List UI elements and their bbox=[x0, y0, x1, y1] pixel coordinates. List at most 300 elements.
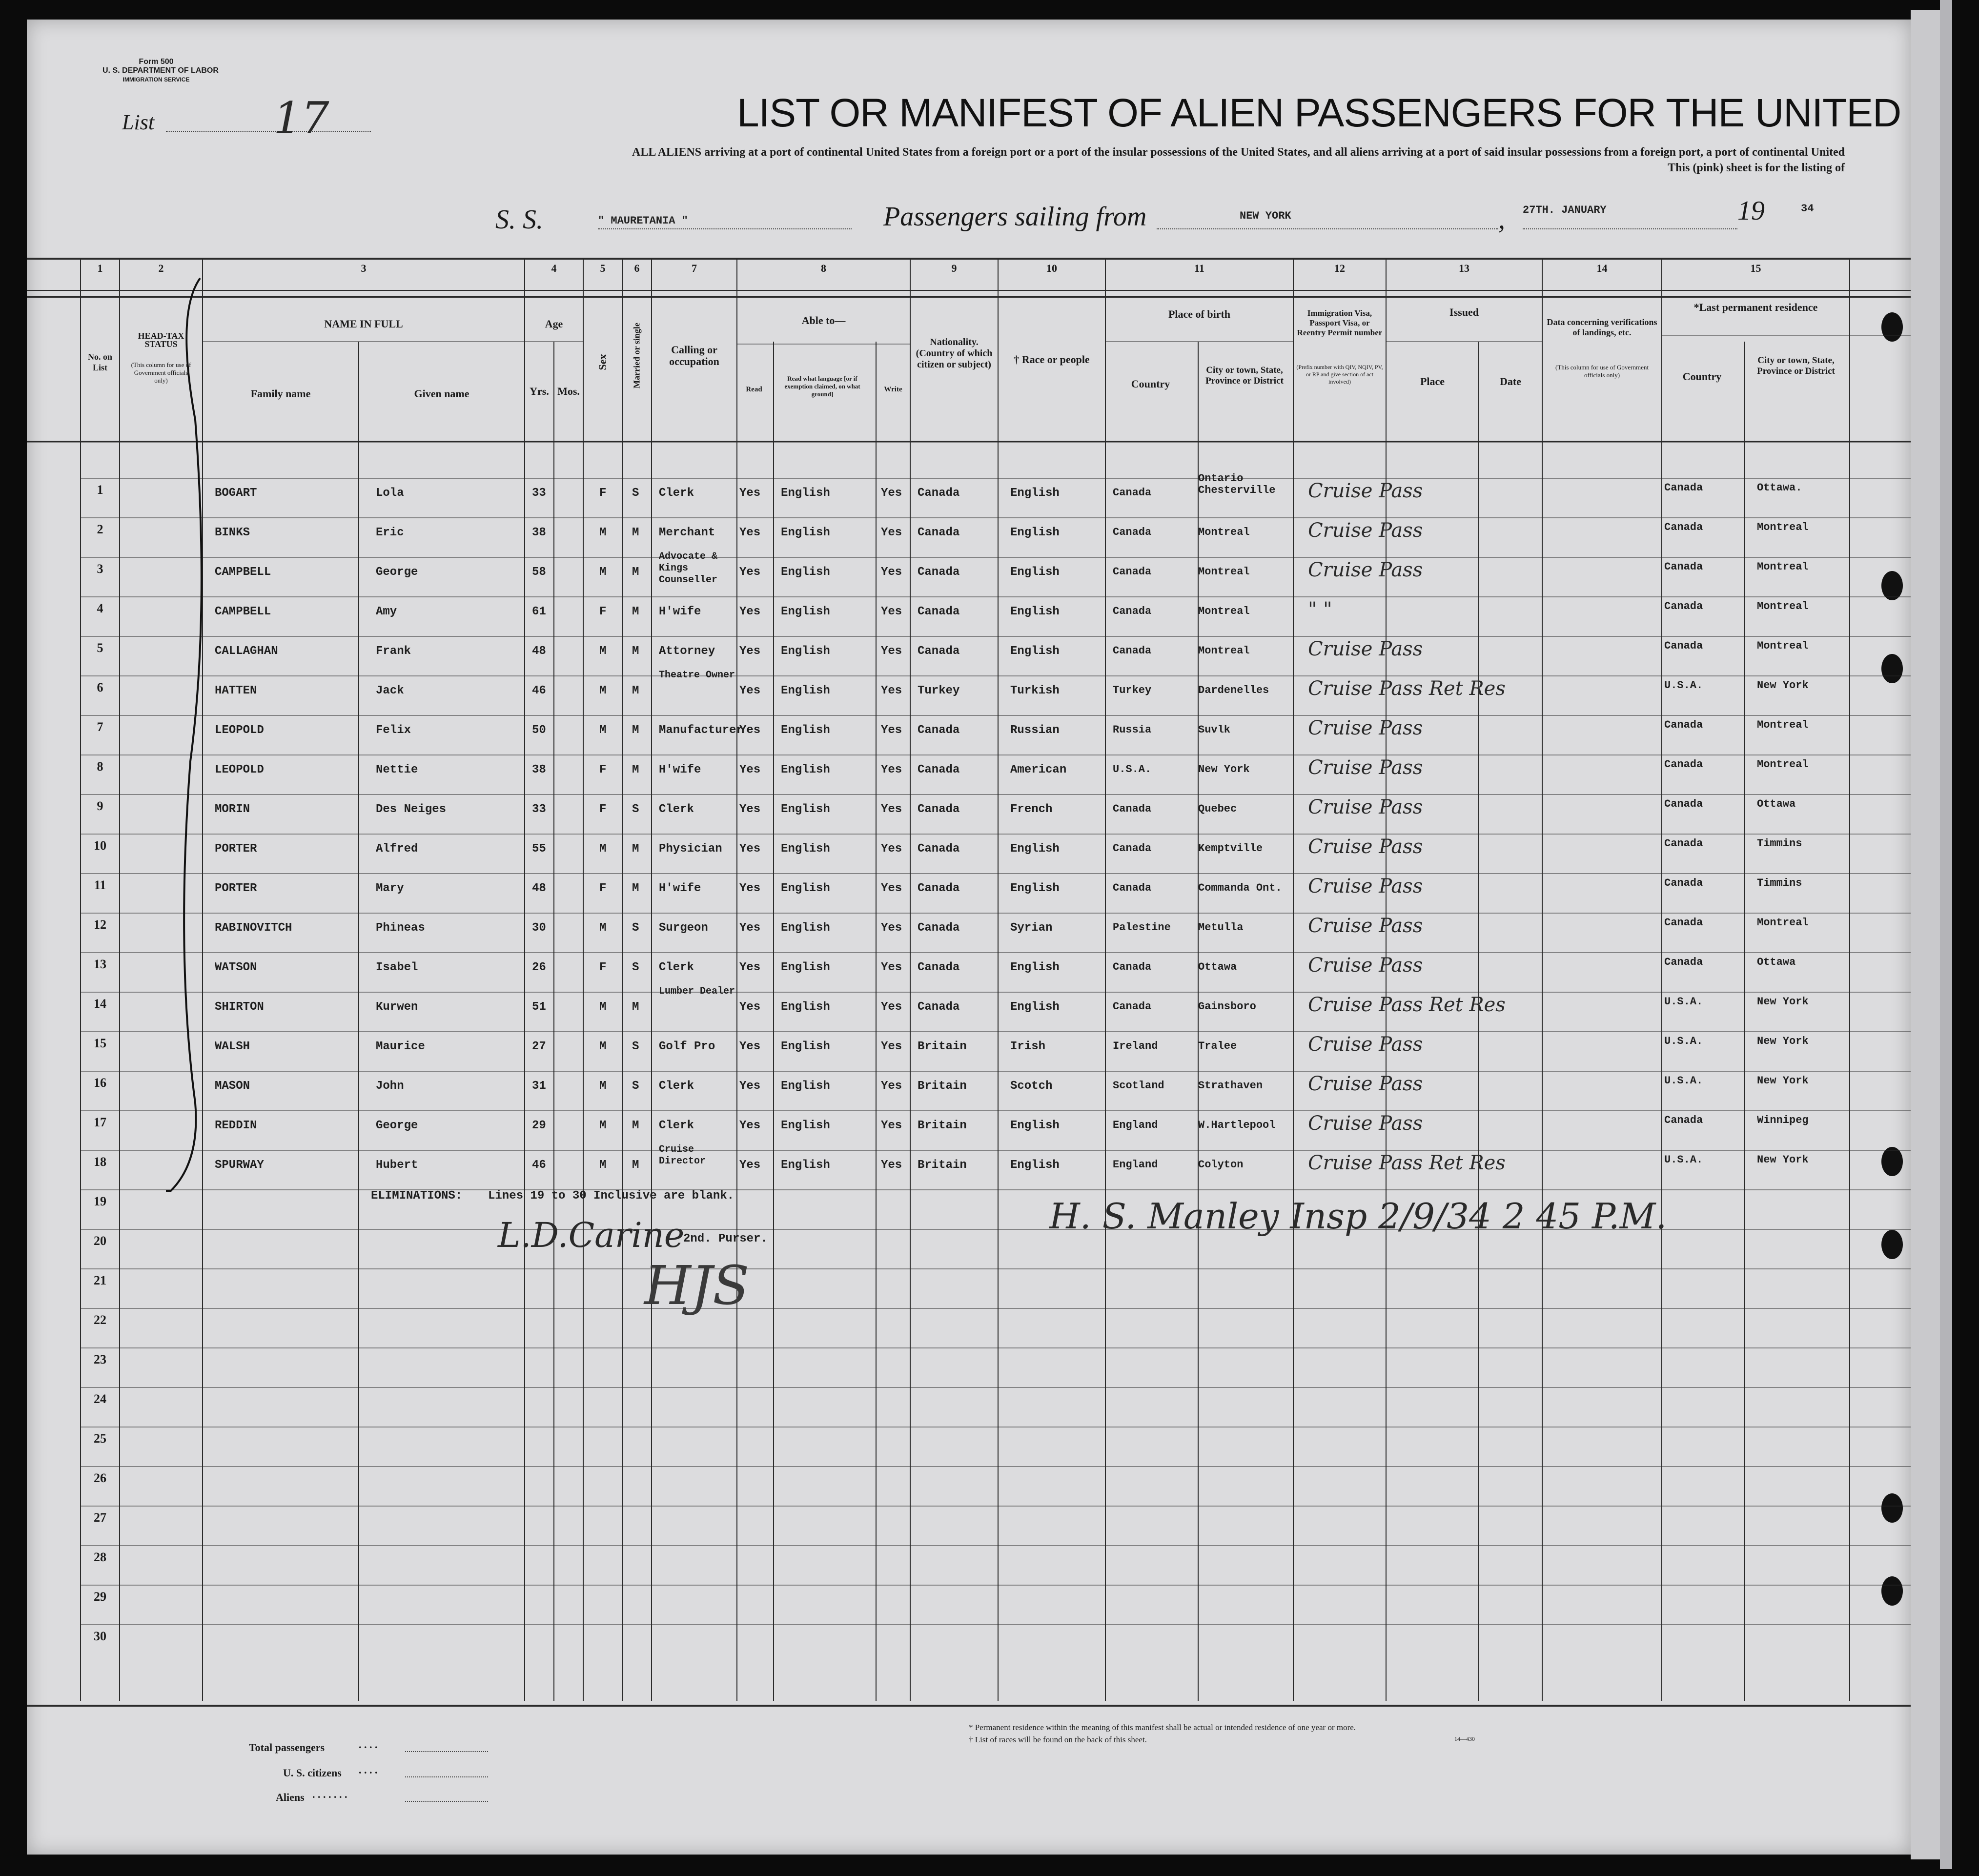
can-read: Yes bbox=[739, 1040, 761, 1053]
row-number: 30 bbox=[94, 1629, 106, 1643]
nationality: Canada bbox=[918, 921, 960, 935]
header-res-city: City or town, State, Province or District bbox=[1757, 355, 1835, 376]
birth-country: Russia bbox=[1113, 724, 1152, 736]
occupation: H'wife bbox=[659, 763, 701, 776]
row-number: 16 bbox=[94, 1076, 106, 1090]
marital-status: M bbox=[632, 763, 639, 776]
family-name: BINKS bbox=[215, 526, 250, 539]
marital-status: M bbox=[632, 645, 639, 658]
read-language: English bbox=[781, 605, 830, 618]
form-service: IMMIGRATION SERVICE bbox=[122, 76, 190, 83]
visa-entry: Cruise Pass bbox=[1308, 638, 1423, 660]
family-name: WATSON bbox=[215, 961, 257, 974]
residence-city: Timmins bbox=[1757, 837, 1802, 850]
can-write: Yes bbox=[881, 1080, 902, 1093]
sex: M bbox=[599, 921, 607, 935]
birth-city: New York bbox=[1198, 763, 1250, 775]
residence-city: Timmins bbox=[1757, 877, 1802, 889]
can-write: Yes bbox=[881, 526, 902, 539]
race: French bbox=[1010, 803, 1053, 816]
visa-entry: Cruise Pass bbox=[1308, 1112, 1423, 1135]
visa-entry: Cruise Pass bbox=[1308, 559, 1423, 581]
col-num-10: 10 bbox=[1046, 262, 1057, 274]
birth-country: Canada bbox=[1113, 882, 1152, 894]
nationality: Canada bbox=[918, 526, 960, 539]
read-language: English bbox=[781, 645, 830, 658]
can-read: Yes bbox=[739, 882, 761, 895]
header-verification-note: (This column for use of Government officials only) bbox=[1555, 364, 1649, 379]
age-years: 31 bbox=[532, 1080, 546, 1093]
header-age: Age bbox=[545, 318, 563, 330]
occupation: Surgeon bbox=[659, 921, 708, 935]
col-num-11: 11 bbox=[1194, 262, 1204, 274]
can-write: Yes bbox=[881, 1159, 902, 1172]
given-name: Phineas bbox=[376, 921, 425, 935]
race: English bbox=[1010, 882, 1060, 895]
col-num-3: 3 bbox=[361, 262, 367, 274]
residence-city: Montreal bbox=[1757, 917, 1809, 929]
header-visa: Immigration Visa, Passport Visa, or Reentry Permit number bbox=[1297, 308, 1383, 337]
birth-country: Canada bbox=[1113, 566, 1152, 578]
nationality: Canada bbox=[918, 803, 960, 816]
aliens-label: Aliens bbox=[276, 1791, 305, 1803]
given-name: Lola bbox=[376, 487, 404, 500]
can-write: Yes bbox=[881, 803, 902, 816]
residence-city: Montreal bbox=[1757, 640, 1809, 652]
sailing-port: NEW YORK bbox=[1240, 210, 1291, 222]
dots: . . . . bbox=[359, 1738, 378, 1751]
sex: M bbox=[599, 1159, 607, 1172]
can-write: Yes bbox=[881, 882, 902, 895]
residence-city: Ottawa. bbox=[1757, 482, 1802, 494]
header-nationality: Nationality. (Country of which citizen or subject) bbox=[916, 337, 993, 370]
header-head-tax-note: (This column for use of Government officials only) bbox=[131, 361, 191, 384]
row-number: 12 bbox=[94, 918, 106, 932]
residence-country: Canada bbox=[1664, 600, 1703, 612]
header-yrs: Yrs. bbox=[530, 385, 549, 397]
visa-entry: Cruise Pass bbox=[1308, 717, 1423, 739]
residence-country: Canada bbox=[1664, 917, 1703, 929]
marital-status: M bbox=[632, 1000, 639, 1014]
given-name: Frank bbox=[376, 645, 411, 658]
can-read: Yes bbox=[739, 921, 761, 935]
race: American bbox=[1010, 763, 1067, 776]
birth-city: Metulla bbox=[1198, 921, 1244, 934]
family-name: HATTEN bbox=[215, 684, 257, 697]
nationality: Canada bbox=[918, 566, 960, 579]
visa-entry: Cruise Pass bbox=[1308, 519, 1423, 542]
read-language: English bbox=[781, 882, 830, 895]
occupation: Merchant bbox=[659, 526, 715, 539]
birth-country: Palestine bbox=[1113, 921, 1171, 934]
nationality: Turkey bbox=[918, 684, 960, 697]
row-number: 27 bbox=[94, 1510, 106, 1525]
can-write: Yes bbox=[881, 487, 902, 500]
residence-country: Canada bbox=[1664, 640, 1703, 652]
birth-country: U.S.A. bbox=[1113, 763, 1152, 775]
row-number: 7 bbox=[97, 720, 103, 734]
can-read: Yes bbox=[739, 1080, 761, 1093]
row-number: 21 bbox=[94, 1273, 106, 1287]
eliminations-text: Lines 19 to 30 Inclusive are blank. bbox=[488, 1189, 734, 1203]
can-read: Yes bbox=[739, 803, 761, 816]
race: English bbox=[1010, 1159, 1060, 1172]
col-num-15: 15 bbox=[1750, 262, 1761, 274]
header-mos: Mos. bbox=[557, 385, 580, 397]
header-family-name: Family name bbox=[250, 387, 311, 400]
birth-city: Montreal bbox=[1198, 566, 1250, 578]
occupation: Clerk bbox=[659, 487, 694, 500]
visa-entry: Cruise Pass bbox=[1308, 480, 1423, 502]
age-years: 51 bbox=[532, 1000, 546, 1014]
family-name: LEOPOLD bbox=[215, 724, 264, 737]
residence-city: New York bbox=[1757, 1154, 1809, 1166]
marital-status: M bbox=[632, 1119, 639, 1132]
birth-city: Gainsboro bbox=[1198, 1000, 1256, 1013]
header-issued: Issued bbox=[1449, 306, 1479, 318]
can-read: Yes bbox=[739, 566, 761, 579]
header-write: Write bbox=[884, 386, 902, 393]
marital-status: S bbox=[632, 1040, 639, 1053]
header-last-residence: *Last permanent residence bbox=[1693, 301, 1818, 313]
sex: M bbox=[599, 1119, 607, 1132]
given-name: George bbox=[376, 566, 418, 579]
residence-city: New York bbox=[1757, 1035, 1809, 1047]
header-race: † Race or people bbox=[1014, 353, 1090, 366]
can-write: Yes bbox=[881, 645, 902, 658]
sex: F bbox=[599, 605, 607, 618]
read-language: English bbox=[781, 724, 830, 737]
race: English bbox=[1010, 605, 1060, 618]
age-years: 33 bbox=[532, 487, 546, 500]
visa-entry: Cruise Pass bbox=[1308, 796, 1423, 818]
can-read: Yes bbox=[739, 724, 761, 737]
read-language: English bbox=[781, 1040, 830, 1053]
subtitle-line-2: This (pink) sheet is for the listing of bbox=[1668, 162, 1845, 174]
family-name: PORTER bbox=[215, 882, 257, 895]
list-label: List bbox=[122, 110, 155, 134]
residence-city: Ottawa bbox=[1757, 798, 1796, 810]
marital-status: S bbox=[632, 1080, 639, 1093]
can-write: Yes bbox=[881, 1119, 902, 1132]
col-num-6: 6 bbox=[634, 262, 640, 274]
row-number: 23 bbox=[94, 1352, 106, 1366]
given-name: Eric bbox=[376, 526, 404, 539]
marital-status: M bbox=[632, 724, 639, 737]
family-name: REDDIN bbox=[215, 1119, 257, 1132]
comma: , bbox=[1498, 204, 1505, 235]
nationality: Canada bbox=[918, 842, 960, 856]
col-num-7: 7 bbox=[692, 262, 697, 274]
visa-entry: Cruise Pass Ret Res bbox=[1308, 994, 1506, 1016]
race: English bbox=[1010, 842, 1060, 856]
occupation: Attorney bbox=[659, 645, 715, 658]
nationality: Canada bbox=[918, 645, 960, 658]
marital-status: M bbox=[632, 1159, 639, 1172]
race: English bbox=[1010, 487, 1060, 500]
race: English bbox=[1010, 1119, 1060, 1132]
header-given-name: Given name bbox=[414, 387, 469, 400]
birth-country: England bbox=[1113, 1159, 1158, 1171]
can-write: Yes bbox=[881, 724, 902, 737]
family-name: SHIRTON bbox=[215, 1000, 264, 1014]
total-passengers-label: Total passengers bbox=[249, 1741, 325, 1754]
given-name: John bbox=[376, 1080, 404, 1093]
purser-signature: L.D.Carine bbox=[498, 1215, 685, 1255]
race: English bbox=[1010, 1000, 1060, 1014]
row-number: 19 bbox=[94, 1194, 106, 1208]
marital-status: S bbox=[632, 921, 639, 935]
marital-status: M bbox=[632, 605, 639, 618]
family-name: CAMPBELL bbox=[215, 566, 271, 579]
sex: F bbox=[599, 763, 607, 776]
nationality: Canada bbox=[918, 763, 960, 776]
occupation: Advocate & Kings Counseller bbox=[659, 551, 718, 586]
visa-entry: Cruise Pass bbox=[1308, 1033, 1423, 1056]
sex: M bbox=[599, 724, 607, 737]
birth-city: Ottawa bbox=[1198, 961, 1237, 973]
family-name: CAMPBELL bbox=[215, 605, 271, 618]
occupation: H'wife bbox=[659, 882, 701, 895]
can-read: Yes bbox=[739, 605, 761, 618]
inspector-signature: H. S. Manley Insp 2/9/34 2 45 P.M. bbox=[1049, 1196, 1667, 1237]
row-number: 4 bbox=[97, 601, 103, 615]
col-num-8: 8 bbox=[821, 262, 826, 274]
residence-city: Winnipeg bbox=[1757, 1114, 1809, 1126]
nationality: Britain bbox=[918, 1080, 967, 1093]
can-read: Yes bbox=[739, 961, 761, 974]
family-name: PORTER bbox=[215, 842, 257, 856]
row-number: 10 bbox=[94, 838, 106, 853]
nationality: Canada bbox=[918, 882, 960, 895]
birth-country: England bbox=[1113, 1119, 1158, 1131]
birth-city: Montreal bbox=[1198, 645, 1250, 657]
birth-city: Strathaven bbox=[1198, 1080, 1263, 1092]
header-issued-place: Place bbox=[1420, 375, 1445, 387]
nationality: Canada bbox=[918, 605, 960, 618]
family-name: RABINOVITCH bbox=[215, 921, 292, 935]
residence-country: Canada bbox=[1664, 482, 1703, 494]
age-years: 38 bbox=[532, 526, 546, 539]
header-birth-country: Country bbox=[1131, 378, 1170, 390]
given-name: George bbox=[376, 1119, 418, 1132]
birth-country: Canada bbox=[1113, 645, 1152, 657]
race: Turkish bbox=[1010, 684, 1060, 697]
residence-city: Montreal bbox=[1757, 719, 1809, 731]
age-years: 29 bbox=[532, 1119, 546, 1132]
read-language: English bbox=[781, 803, 830, 816]
header-read-language: Read what language [or if exemption claimed, on what ground] bbox=[784, 375, 860, 398]
read-language: English bbox=[781, 526, 830, 539]
sex: F bbox=[599, 803, 607, 816]
occupation: Clerk bbox=[659, 803, 694, 816]
footnote-residence: * Permanent residence within the meaning of this manifest shall be actual or intended residence of one year or more. bbox=[969, 1723, 1356, 1732]
age-years: 46 bbox=[532, 1159, 546, 1172]
family-name: MORIN bbox=[215, 803, 250, 816]
visa-entry: Cruise Pass bbox=[1308, 1073, 1423, 1095]
header-able-to: Able to— bbox=[801, 314, 846, 326]
marital-status: M bbox=[632, 842, 639, 856]
given-name: Des Neiges bbox=[376, 803, 447, 816]
age-years: 48 bbox=[532, 882, 546, 895]
occupation: Theatre Owner bbox=[659, 670, 735, 681]
header-res-country: Country bbox=[1682, 370, 1722, 383]
age-years: 50 bbox=[532, 724, 546, 737]
residence-city: Montreal bbox=[1757, 561, 1809, 573]
can-write: Yes bbox=[881, 684, 902, 697]
can-write: Yes bbox=[881, 1000, 902, 1014]
can-read: Yes bbox=[739, 684, 761, 697]
row-number: 14 bbox=[94, 997, 106, 1011]
residence-country: Canada bbox=[1664, 758, 1703, 771]
subtitle-line-1: ALL ALIENS arriving at a port of continental United States from a foreign port or a port of the insular possessions of the United States, and all aliens arriving at a port of said insular possessions from a foreign port, a port of continental United bbox=[632, 146, 1845, 159]
read-language: English bbox=[781, 763, 830, 776]
nationality: Britain bbox=[918, 1159, 967, 1172]
nationality: Britain bbox=[918, 1040, 967, 1053]
read-language: English bbox=[781, 1159, 830, 1172]
can-write: Yes bbox=[881, 763, 902, 776]
birth-city: Montreal bbox=[1198, 526, 1250, 538]
marital-status: M bbox=[632, 526, 639, 539]
marital-status: S bbox=[632, 961, 639, 974]
race: Russian bbox=[1010, 724, 1060, 737]
total-line bbox=[405, 1751, 488, 1752]
residence-country: U.S.A. bbox=[1664, 679, 1703, 692]
sailing-label: Passengers sailing from bbox=[883, 202, 1147, 232]
residence-city: Montreal bbox=[1757, 600, 1809, 612]
row-number: 25 bbox=[94, 1431, 106, 1446]
header-visa-note: (Prefix number with QIV, NQIV, PV, or RP and give section of act involved) bbox=[1296, 364, 1383, 385]
can-read: Yes bbox=[739, 487, 761, 500]
can-read: Yes bbox=[739, 1000, 761, 1014]
header-issued-date: Date bbox=[1500, 375, 1521, 387]
nationality: Britain bbox=[918, 1119, 967, 1132]
age-years: 46 bbox=[532, 684, 546, 697]
nationality: Canada bbox=[918, 724, 960, 737]
given-name: Alfred bbox=[376, 842, 418, 856]
nationality: Canada bbox=[918, 961, 960, 974]
year-suffix: 34 bbox=[1801, 203, 1814, 215]
read-language: English bbox=[781, 842, 830, 856]
occupation: Clerk bbox=[659, 1080, 694, 1093]
sex: F bbox=[599, 487, 607, 500]
can-write: Yes bbox=[881, 842, 902, 856]
row-number: 20 bbox=[94, 1234, 106, 1248]
col-num-2: 2 bbox=[158, 262, 164, 274]
birth-country: Ireland bbox=[1113, 1040, 1158, 1052]
birth-country: Canada bbox=[1113, 605, 1152, 617]
occupation: Golf Pro bbox=[659, 1040, 715, 1053]
age-years: 30 bbox=[532, 921, 546, 935]
can-read: Yes bbox=[739, 842, 761, 856]
occupation: Clerk bbox=[659, 961, 694, 974]
row-number: 28 bbox=[94, 1550, 106, 1564]
age-years: 58 bbox=[532, 566, 546, 579]
can-read: Yes bbox=[739, 526, 761, 539]
can-write: Yes bbox=[881, 1040, 902, 1053]
marital-status: S bbox=[632, 803, 639, 816]
birth-city: Colyton bbox=[1198, 1159, 1244, 1171]
family-name: BOGART bbox=[215, 487, 257, 500]
can-read: Yes bbox=[739, 1119, 761, 1132]
header-married: Married or single bbox=[632, 323, 642, 388]
race: English bbox=[1010, 566, 1060, 579]
col-num-4: 4 bbox=[551, 262, 557, 274]
sex: M bbox=[599, 684, 607, 697]
read-language: English bbox=[781, 1119, 830, 1132]
race: Syrian bbox=[1010, 921, 1053, 935]
nationality: Canada bbox=[918, 487, 960, 500]
row-number: 5 bbox=[97, 641, 103, 655]
col-num-13: 13 bbox=[1459, 262, 1469, 274]
col-num-9: 9 bbox=[951, 262, 957, 274]
row-number: 17 bbox=[94, 1115, 106, 1129]
dots: . . . . bbox=[359, 1764, 378, 1776]
initials: HJS bbox=[644, 1254, 750, 1317]
birth-country: Canada bbox=[1113, 1000, 1152, 1013]
col-num-5: 5 bbox=[600, 262, 606, 274]
aliens-line bbox=[405, 1801, 488, 1802]
header-calling: Calling or occupation bbox=[669, 344, 719, 367]
us-citizens-label: U. S. citizens bbox=[283, 1767, 342, 1779]
residence-city: Montreal bbox=[1757, 521, 1809, 533]
list-number: 17 bbox=[273, 93, 329, 144]
birth-city: Montreal bbox=[1198, 605, 1250, 617]
age-years: 61 bbox=[532, 605, 546, 618]
race: Scotch bbox=[1010, 1080, 1053, 1093]
header-read: Read bbox=[746, 386, 762, 393]
residence-country: Canada bbox=[1664, 719, 1703, 731]
age-years: 55 bbox=[532, 842, 546, 856]
visa-entry: Cruise Pass Ret Res bbox=[1308, 1152, 1506, 1174]
footnote-races: † List of races will be found on the back of this sheet. bbox=[969, 1735, 1147, 1744]
residence-country: U.S.A. bbox=[1664, 1154, 1703, 1166]
birth-country: Scotland bbox=[1113, 1080, 1164, 1092]
family-name: MASON bbox=[215, 1080, 250, 1093]
residence-country: Canada bbox=[1664, 561, 1703, 573]
read-language: English bbox=[781, 487, 830, 500]
can-write: Yes bbox=[881, 605, 902, 618]
ship-label: S. S. bbox=[495, 204, 543, 235]
visa-entry: Cruise Pass bbox=[1308, 756, 1423, 779]
birth-city: Dardenelles bbox=[1198, 684, 1269, 696]
year-prefix: 19 bbox=[1737, 196, 1765, 226]
given-name: Nettie bbox=[376, 763, 418, 776]
age-years: 33 bbox=[532, 803, 546, 816]
row-number: 3 bbox=[97, 562, 103, 576]
birth-city: Commanda Ont. bbox=[1198, 882, 1282, 894]
row-number: 8 bbox=[97, 759, 103, 774]
form-number: Form 500 bbox=[139, 58, 174, 66]
read-language: English bbox=[781, 566, 830, 579]
row-number: 24 bbox=[94, 1392, 106, 1406]
age-years: 26 bbox=[532, 961, 546, 974]
birth-city: W.Hartlepool bbox=[1198, 1119, 1276, 1131]
given-name: Hubert bbox=[376, 1159, 418, 1172]
header-birth-city: City or town, State, Province or District bbox=[1205, 365, 1284, 386]
residence-city: New York bbox=[1757, 996, 1809, 1008]
given-name: Isabel bbox=[376, 961, 418, 974]
row-number: 1 bbox=[97, 483, 103, 497]
residence-city: Ottawa bbox=[1757, 956, 1796, 968]
can-write: Yes bbox=[881, 921, 902, 935]
can-read: Yes bbox=[739, 763, 761, 776]
header-no-on-list: No. on List bbox=[87, 352, 112, 372]
sex: M bbox=[599, 1080, 607, 1093]
citizens-line bbox=[405, 1776, 488, 1777]
race: Irish bbox=[1010, 1040, 1046, 1053]
sailing-date: 27TH. JANUARY bbox=[1523, 204, 1607, 216]
